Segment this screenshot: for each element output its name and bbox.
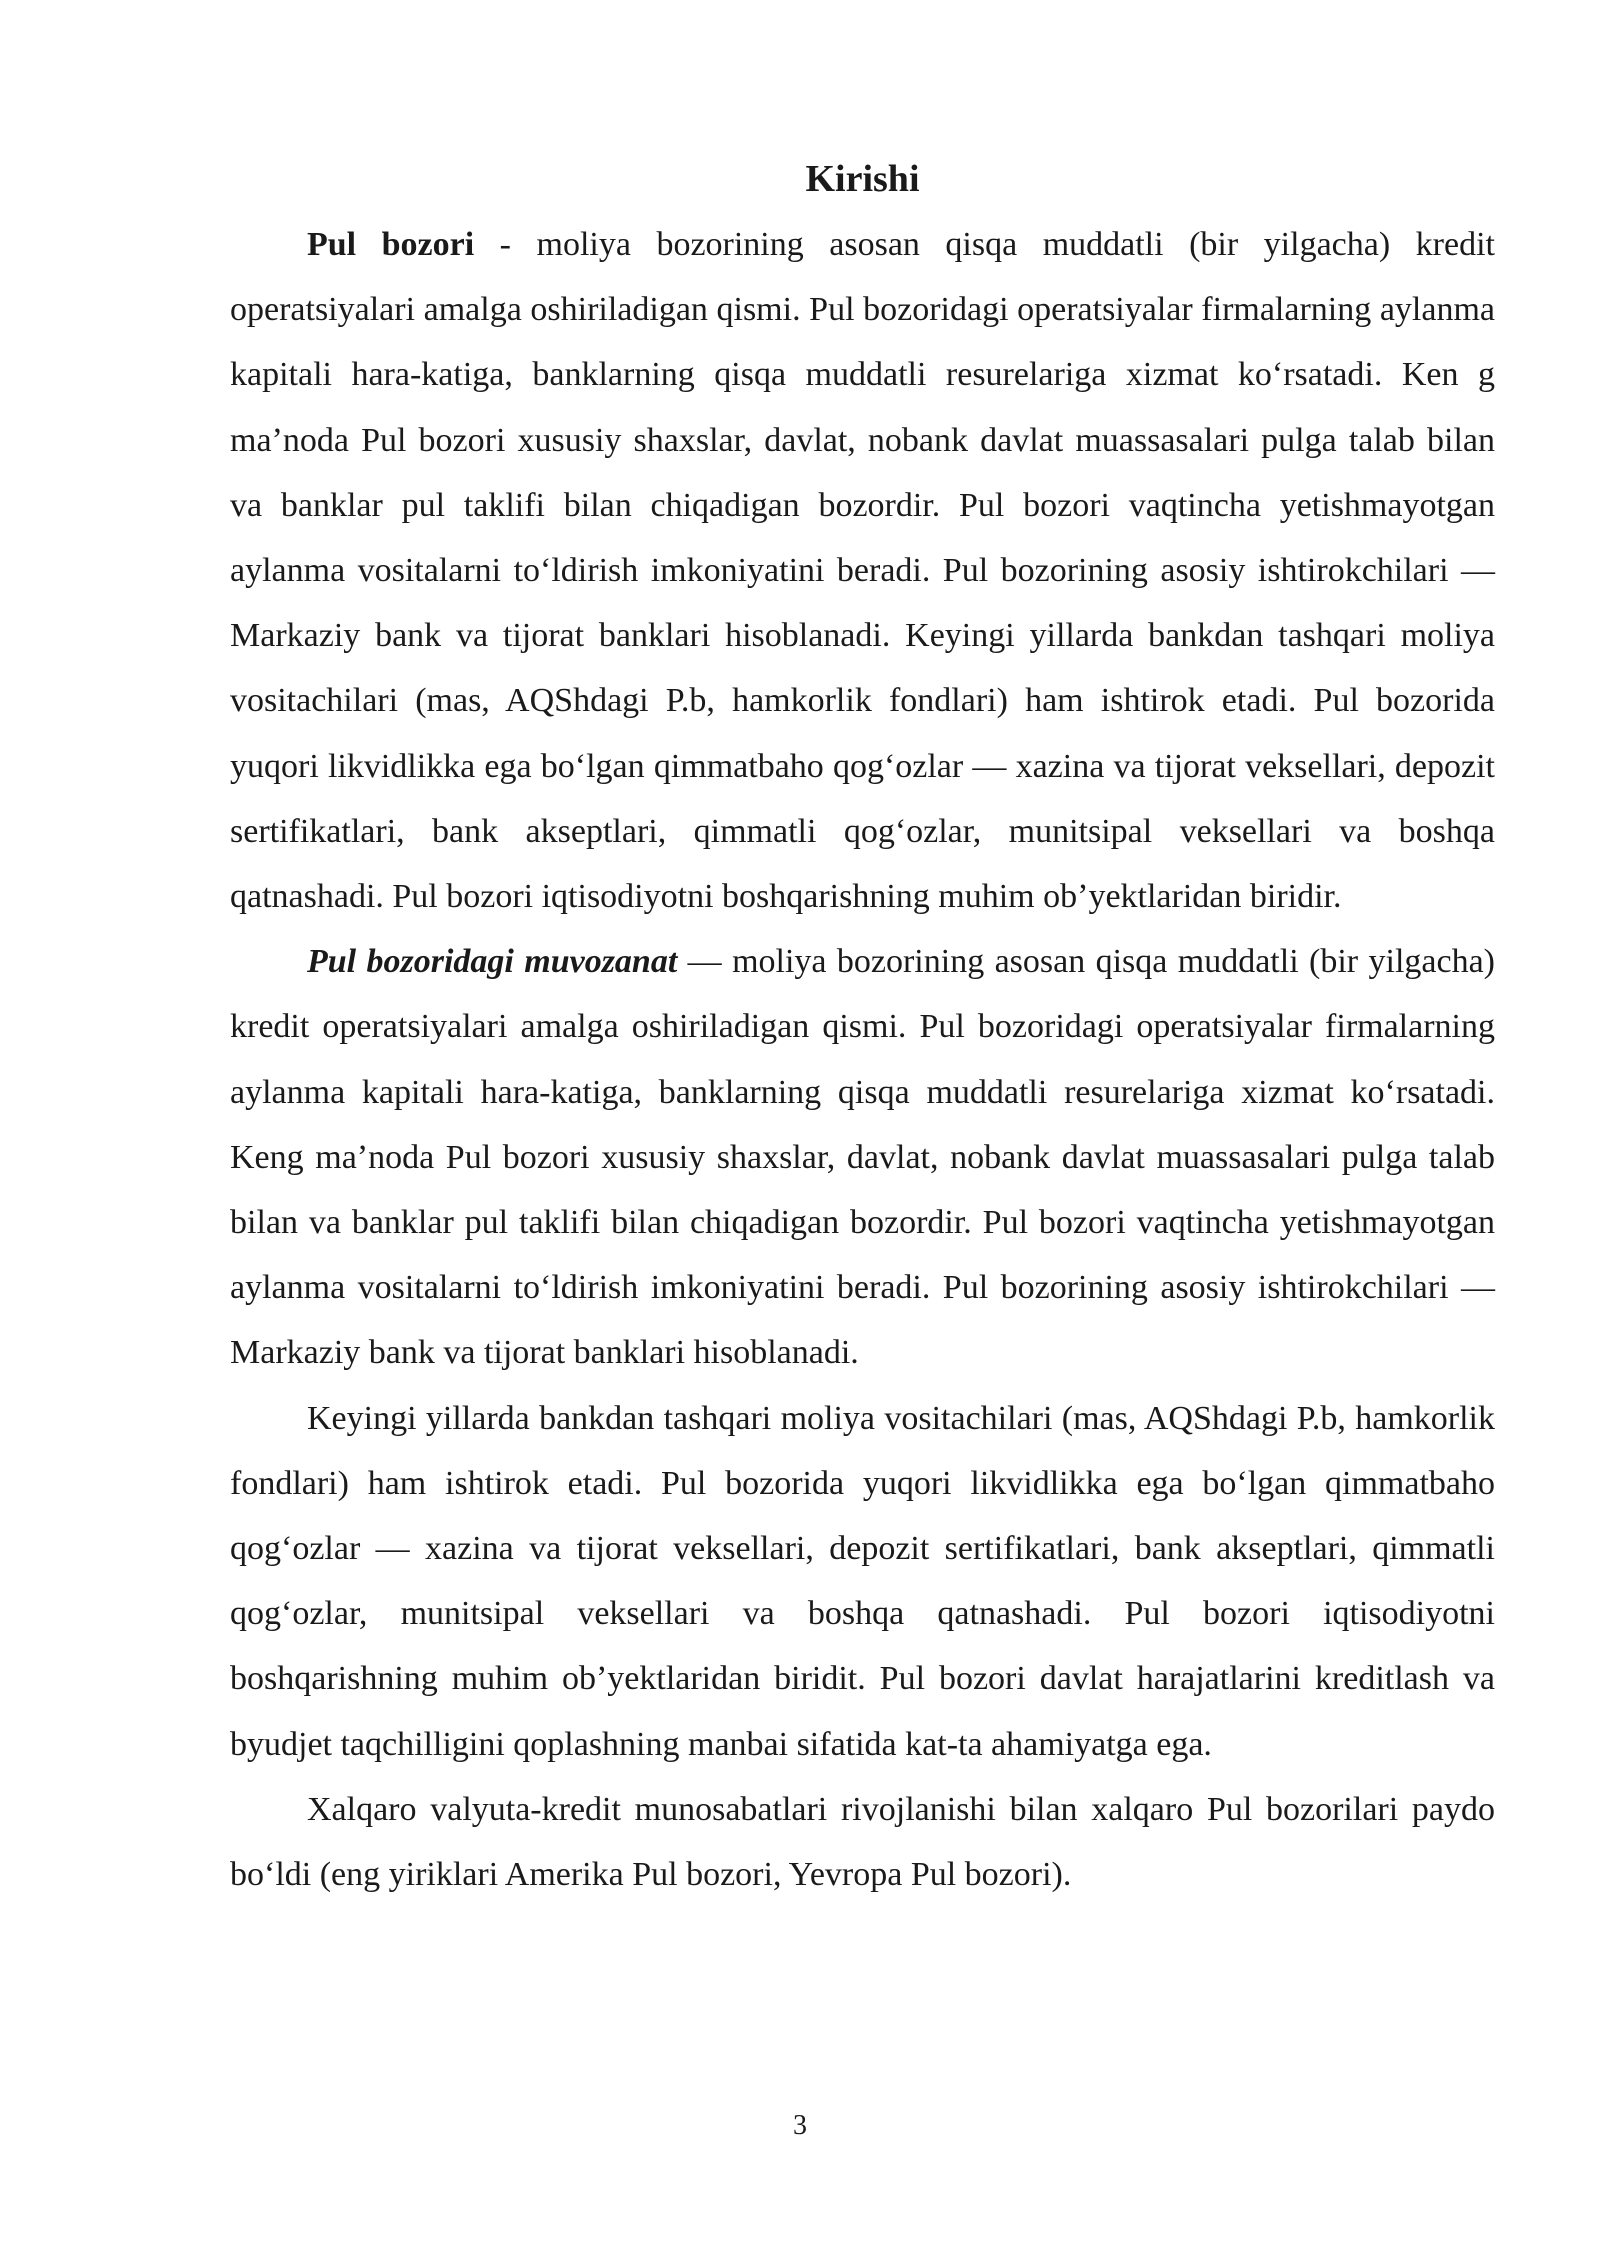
page-number: 3 [793,2110,807,2141]
page-title: Kirishi [805,158,920,200]
paragraph-muvozanat [230,929,1495,1385]
paragraph-xalqaro: Xalqaro valyuta-kredit munosabatlari rivojlanishi bilan xalqaro Pul bozorilari paydo boʻldi (eng yiriklari Amerika Pul bozori, Yevropa Pul bozori). [230,1790,1495,1894]
paragraph-text: - moliya bozorining asosan qisqa muddatli (bir yilgacha) kredit operatsiyalari amalga oshiriladigan qismi. Pul bozoridagi operatsiyalar firmalarning aylanma kapitali hara-katiga, banklarning qisqa muddatli resurelariga xizmat koʻrsatadi. Ken g maʼnoda Pul bozori xususiy shaxslar, davlat, nobank davlat muassasalari pulga talab bilan va banklar pul taklifi bilan chiqadigan bozordir. Pul bozori vaqtincha yetishmayotgan aylanma vositalarni toʻldirish imkoniyatini beradi. Pul bozorining asosiy ishtirokchilari — Markaziy bank va tijorat banklari hisoblanadi. Keyingi yillarda bankdan tashqari moliya vositachilari (mas, AQShdagi P.b, hamkorlik fondlari) ham ishtirok etadi. Pul bozorida yuqori likvidlikka ega boʻlgan qimmatbaho qogʻozlar — xazina va tijorat veksellari, depozit sertifikatlari, bank akseptlari, qimmatli qogʻozlar, munitsipal veksellari va boshqa qatnashadi. Pul bozori iqtisodiyotni boshqarishning muhim obʼyektlaridan biridir. [230,226,1495,916]
paragraph-keyingi-yillarda: Keyingi yillarda bankdan tashqari moliya vositachilari (mas, AQShdagi P.b, hamkorlik fondlari) ham ishtirok etadi. Pul bozorida yuqori likvidlikka ega boʻlgan qimmatbaho qogʻozlar — xazina va tijorat veksellari, depozit sertifikatlari, bank akseptlari, qimmatli qogʻozlar, munitsipal veksellari va boshqa qatnashadi. Pul bozori iqtisodiyotni boshqarishning muhim obʼyektlaridan biridit. Pul bozori davlat harajatlarini kreditlash va byudjet taqchilligini qoplashning manbai sifatida kat-ta ahamiyatga ega. [230,1399,1495,1763]
term-pul-bozori: Pul bozori [307,226,475,263]
paragraph-text: — moliya bozorining asosan qisqa muddatli (bir yilgacha) kredit operatsiyalari amalga oshiriladigan qismi. Pul bozoridagi operatsiyalar firmalarning aylanma kapitali hara-katiga, banklarning qisqa muddatli resurelariga xizmat koʻrsatadi. Keng maʼnoda Pul bozori xususiy shaxslar, davlat, nobank davlat muassasalari pulga talab bilan va banklar pul taklifi bilan chiqadigan bozordir. Pul bozori vaqtincha yetishmayotgan aylanma vositalarni toʻldirish imkoniyatini beradi. Pul bozorining asosiy ishtirokchilari — Markaziy bank va tijorat banklari hisoblanadi. [230,943,1495,1372]
paragraph-pul-bozori [230,212,1495,929]
document-body [230,150,1495,1907]
term-pul-bozoridagi-muvozanat: Pul bozoridagi muvozanat [307,943,678,981]
